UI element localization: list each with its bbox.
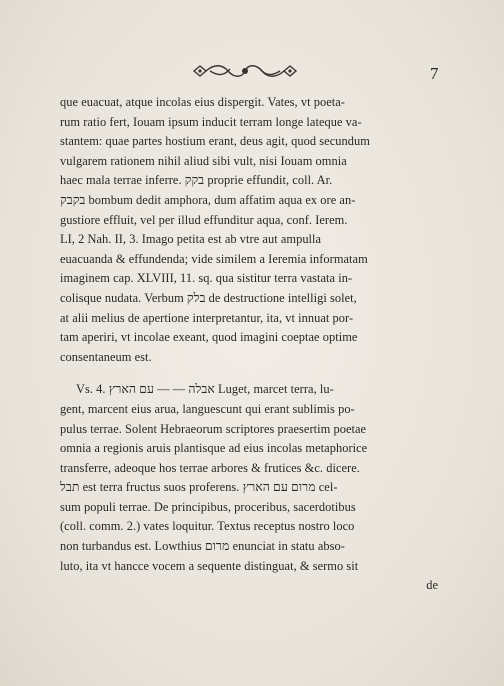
text-line: vulgarem rationem nihil aliud sibi vult, nisi Iouam omnia (60, 153, 347, 168)
text-line: tam aperiri, vt incolae exeant, quod imagini coeptae optime (60, 330, 358, 345)
text-line: haec mala terrae inferre. בקק proprie effundit, coll. Ar. (60, 173, 333, 188)
catchword: de (426, 578, 438, 593)
text-line: sum populi terrae. De principibus, proceribus, sacerdotibus (60, 499, 356, 514)
text-line: בקבק bombum dedit amphora, dum affatim aqua ex ore an- (60, 192, 356, 207)
paragraph (60, 380, 442, 576)
text-line: omnia a regionis aruis plantisque ad eius incolas metaphorice (60, 441, 368, 456)
text-line: euacuanda & effundenda; vide similem a Ieremia informatam (60, 251, 368, 266)
text-line: rum ratio fert, Iouam ipsum inducit terram longe lateque va- (60, 114, 362, 129)
page-number: 7 (430, 64, 439, 83)
text-line: at alii melius de apertione interpretantur, ita, vt innuat por- (60, 310, 354, 325)
text-line: imaginem cap. XLVIII, 11. sq. qua sistitur terra vastata in- (60, 271, 353, 286)
text-line: luto, ita vt hancce vocem a sequente distinguat, & sermo sit (60, 558, 359, 573)
text-line: pulus terrae. Solent Hebraeorum scriptores praesertim poetae (60, 421, 367, 436)
text-line: que euacuat, atque incolas eius dispergit. Vates, vt poeta- (60, 95, 345, 109)
text-line: stantem: quae partes hostium erant, deus agit, quod secundum (60, 134, 370, 149)
paragraph-gap (60, 367, 442, 380)
text-line: transferre, adeoque hos terrae arbores & frutices &c. dicere. (60, 460, 360, 475)
text-line: colisque nudata. Verbum בלק de destructione intelligi solet, (60, 290, 357, 305)
text-line: consentaneum est. (60, 349, 152, 364)
text-line: gent, marcent eius arua, languescunt qui erant sublimis po- (60, 401, 355, 416)
text-line: gustiore effluit, vel per illud effunditur aqua, conf. Ierem. (60, 212, 348, 227)
text-block (60, 93, 442, 596)
text-line: LI, 2 Nah. II, 3. Imago petita est ab vtre aut ampulla (60, 232, 322, 247)
paragraph (60, 93, 442, 367)
text-line: (coll. comm. 2.) vates loquitur. Textus receptus nostro loco (60, 519, 355, 534)
text-line: Vs. 4. אבלה — — עם הארץ Luget, marcet terra, lu- (76, 382, 334, 397)
text-line: non turbandus est. Lowthius מרום enunciat in statu abso- (60, 539, 345, 554)
printer-ornament-icon (190, 62, 300, 80)
text-line: תבל est terra fructus suos proferens. מרום עם הארץ cel- (60, 480, 338, 495)
